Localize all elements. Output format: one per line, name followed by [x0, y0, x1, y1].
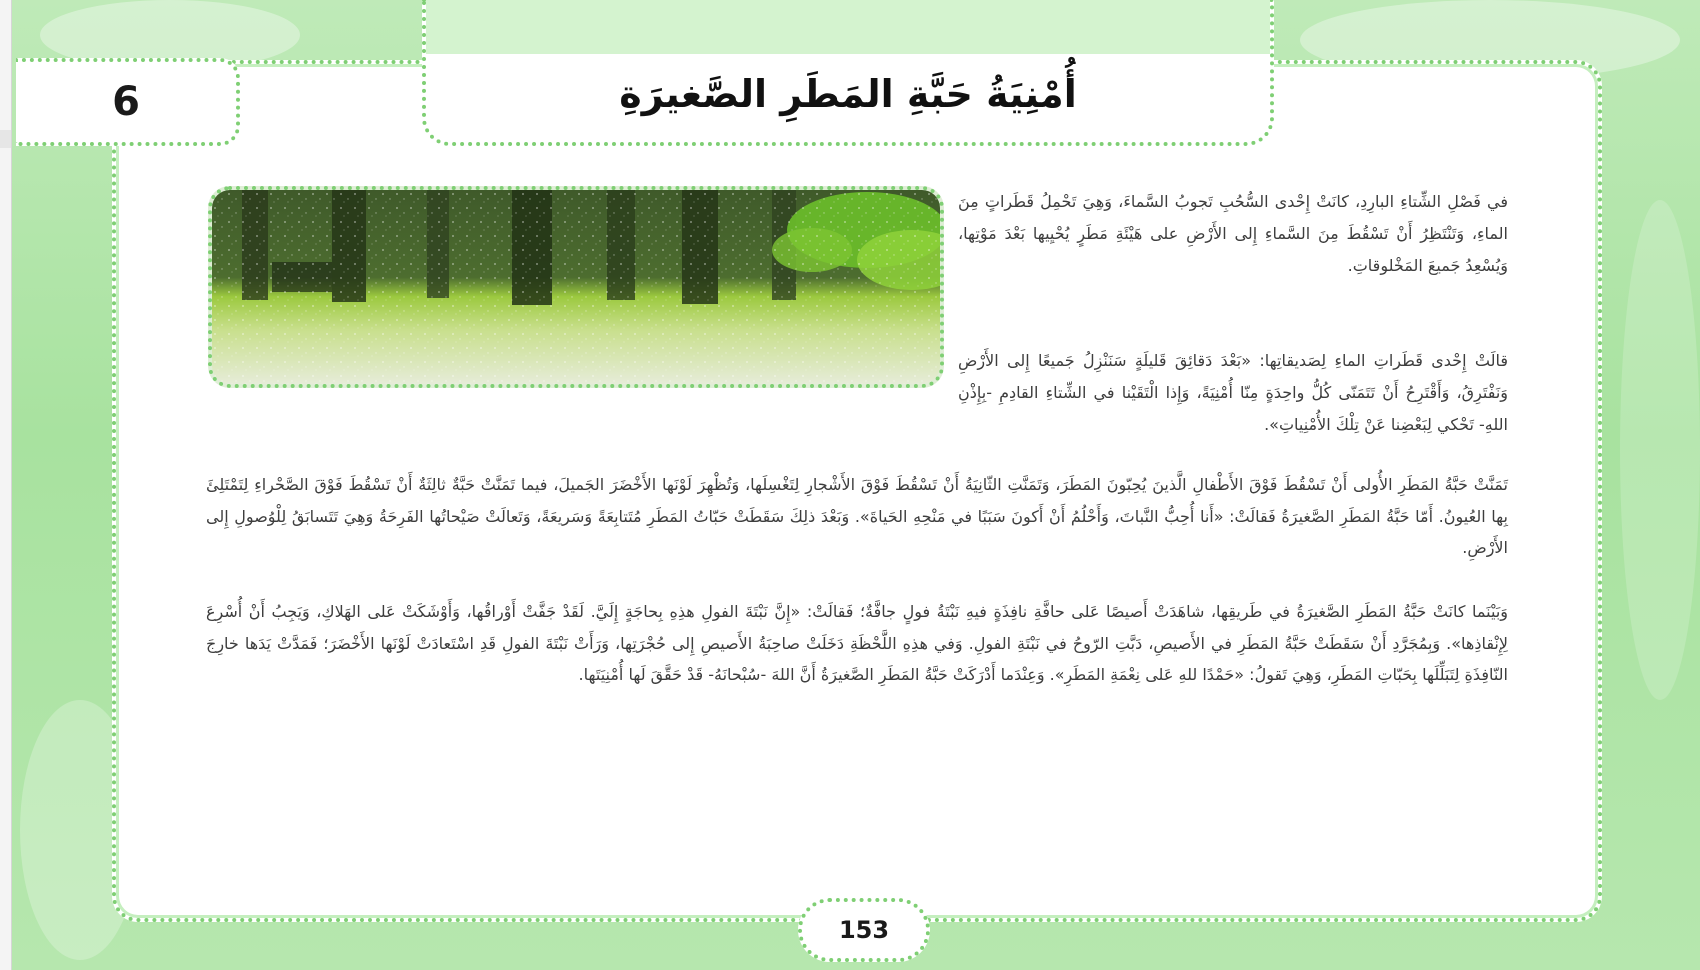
paragraph-dialogue: قالَتْ إِحْدى قَطَراتِ الماءِ لِصَديقاتِها: «بَعْدَ دَقائِقَ قَليلَةٍ سَنَنْزِلُ جَميعًا إِلى الأَرْضِ وَنَفْتَرِقُ، وَأَقْتَرِحُ أَنْ تَتَمَنّى كُلُّ واحِدَةٍ مِنّا أُمْنِيَةً، وَإِذا الْتَقَيْنا في الشِّتاءِ القادِمِ -بِإِذْنِ اللهِ- تَحْكي لِبَعْضِنا عَنْ تِلْكَ الأُمْنِياتِ».	[958, 351, 1508, 434]
lesson-number: 6	[112, 79, 140, 125]
paragraph-bean-plant: وَبَيْنَما كانَتْ حَبَّةُ المَطَرِ الصَّغيرَةُ في طَريقِها، شاهَدَتْ أَصيصًا عَلى حافَّةِ نافِذَةٍ فيهِ نَبْتَةُ فولٍ جافَّةٌ؛ فَقالَتْ: «إِنَّ نَبْتَةَ الفولِ هذِهِ بِحاجَةٍ إِلَيَّ. لَقَدْ جَفَّتْ أَوْراقُها، وَأَوْشَكَتْ عَلى الهَلاكِ، وَيَجِبُ أَنْ أُسْرِعَ لِإِنْقاذِها». وَبِمُجَرَّدِ أَنْ سَقَطَتْ حَبَّةُ المَطَرِ في الأَصيصِ، دَبَّتِ الرّوحُ في نَبْتَةِ الفولِ. وَفي هذِهِ اللَّحْظَةِ دَخَلَتْ صاحِبَةُ الأَصيصِ إِلى حُجْرَتِها، وَرَأَتْ نَبْتَةَ الفولِ قَدِ اسْتَعادَتْ لَوْنَها الأَخْضَرَ؛ فَمَدَّتْ يَدَها خارِجَ النّافِذَةِ لِتَبَلِّلَها بِحَبّاتِ المَطَرِ، وَهِيَ تَقولُ: «حَمْدًا للهِ عَلى نِعْمَةِ المَطَرِ». وَعِنْدَما أَدْرَكَتْ حَبَّةُ المَطَرِ الصَّغيرَةُ أَنَّ اللهَ -سُبْحانَهُ- قَدْ حَقَّقَ لَها أُمْنِيَتَها.	[206, 602, 1508, 684]
title-tab	[422, 0, 1274, 146]
lesson-title: أُمْنِيَةُ حَبَّةِ المَطَرِ الصَّغيرَةِ	[619, 72, 1077, 116]
paragraph-wishes: تَمَنَّتْ حَبَّةُ المَطَرِ الأُولى أَنْ تَسْقُطَ فَوْقَ الأَطْفالِ الَّذينَ يُحِبّونَ المَطَرَ، وَتَمَنَّتِ الثّانِيَةُ أَنْ تَسْقُطَ فَوْقَ الأَشْجارِ لِتَغْسِلَها، وَتُظْهِرَ لَوْنَها الأَخْضَرَ الجَميلَ، فيما تَمَنَّتْ حَبَّةٌ ثالِثَةٌ أَنْ تَسْقُطَ فَوْقَ الصَّحْراءِ لِتَمْتَلِئَ بِها العُيونُ. أَمّا حَبَّةُ المَطَرِ الصَّغيرَةُ فَقالَتْ: «أَنا أُحِبُّ النَّباتَ، وَأَحْلُمُ أَنْ أَكونَ سَبَبًا في مَنْحِهِ الحَياةَ». وَبَعْدَ ذلِكَ سَقَطَتْ حَبّاتُ المَطَرِ مُتَتابِعَةً وَسَريعَةً، وَتَعالَتْ صَيْحاتُها الفَرِحَةُ وَهِيَ تَتَسابَقُ لِلْوُصولِ إِلى الأَرْضِ.	[206, 475, 1508, 557]
rain-park-photo-illustration	[212, 190, 940, 384]
window-edge	[0, 0, 12, 970]
rain-park-photo	[208, 186, 944, 388]
side-note	[1618, 220, 1632, 740]
page-number: 153	[838, 916, 890, 944]
lesson-number-tab	[16, 58, 240, 146]
paragraph-intro: في فَصْلِ الشِّتاءِ البارِدِ، كانَتْ إِحْدى السُّحُبِ تَجوبُ السَّماءَ، وَهِيَ تَحْمِلُ قَطَراتٍ مِنَ الماءِ، وَتَنْتَظِرُ أَنْ تَسْقُطَ مِنَ السَّماءِ إِلى الأَرْضِ على هَيْئَةِ مَطَرٍ يُحْيِيها بَعْدَ مَوْتِها، وَيُسْعِدُ جَميعَ المَخْلوقاتِ.	[958, 192, 1508, 275]
background-blob	[1620, 200, 1700, 700]
page-number-badge	[798, 898, 930, 962]
